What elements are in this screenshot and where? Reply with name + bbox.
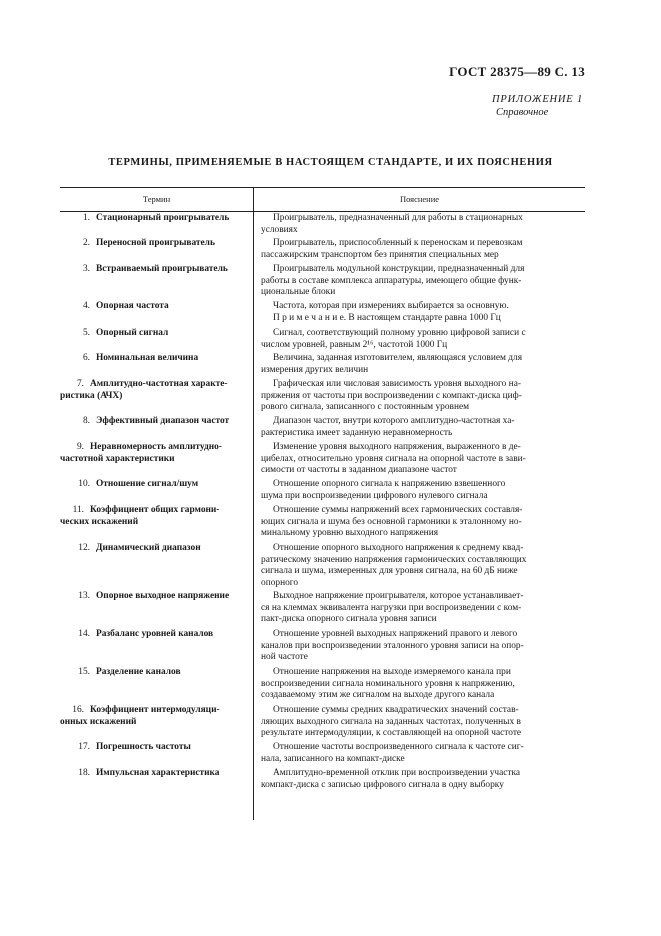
explanation-line: пакт-диска опорного сигнала уровня записи bbox=[261, 614, 437, 625]
explanation-line: Амплитудно-временной отклик при воспроизведении участка bbox=[273, 768, 521, 778]
explanation-line: каналов при воспроизведении эталонного уровня записи на опор- bbox=[261, 640, 524, 651]
page-title: ТЕРМИНЫ, ПРИМЕНЯЕМЫЕ В НАСТОЯЩЕМ СТАНДАРТЕ, И ИХ ПОЯСНЕНИЯ bbox=[108, 157, 553, 168]
explanation-line: Отношение опорного сигнала к напряжению взвешенного bbox=[273, 479, 506, 489]
term-text: Коэффициент общих гармони- bbox=[90, 505, 220, 515]
term-number: 17. bbox=[78, 742, 90, 752]
explanation-cell bbox=[253, 768, 585, 791]
table-row bbox=[60, 742, 585, 765]
term-text: Встраиваемый проигрыватель bbox=[96, 264, 228, 274]
explanation-cell bbox=[253, 591, 585, 626]
term-continuation-line: ристика (АЧХ) bbox=[60, 390, 123, 401]
explanation-line: опорного bbox=[261, 577, 299, 588]
terms-table bbox=[60, 187, 585, 820]
term-cell bbox=[60, 591, 253, 626]
table-row bbox=[60, 301, 585, 324]
explanation-line: ся на клеммах эквивалента нагрузки при воспроизведении с ком- bbox=[261, 602, 522, 613]
explanation-line: Отношение опорного выходного напряжения к среднему квад- bbox=[273, 543, 524, 553]
explanation-line: Изменение уровня выходного напряжения, выраженного в де- bbox=[273, 442, 521, 452]
term-first-line bbox=[60, 742, 243, 754]
term-number: 9. bbox=[76, 442, 84, 452]
term-first-line bbox=[60, 705, 243, 717]
explanation-line: Отношение уровней выходных напряжений правого и левого bbox=[273, 629, 518, 639]
term-cell bbox=[60, 301, 253, 324]
explanation-line: Частота, которая при измерениях выбирается за основную. bbox=[273, 301, 509, 311]
explanation-line: сигнала и шума, измеренных для уровня сигнала, на 60 дБ ниже bbox=[261, 566, 518, 577]
term-cell bbox=[60, 742, 253, 765]
table-row bbox=[60, 705, 585, 740]
term-text: Опорное выходное напряжение bbox=[96, 591, 230, 601]
term-continuation-line: частотной характеристики bbox=[60, 453, 175, 464]
term-cell bbox=[60, 264, 253, 299]
explanation-line: Проигрыватель модульной конструкции, предназначенный для bbox=[273, 264, 525, 274]
explanation-line: пассажирским транспортом без принятия специальных мер bbox=[261, 249, 499, 260]
term-first-line bbox=[60, 768, 243, 780]
appendix-type: Справочное bbox=[496, 107, 549, 118]
term-text: Импульсная характеристика bbox=[96, 768, 220, 778]
table-row bbox=[60, 213, 585, 236]
table-row bbox=[60, 629, 585, 664]
term-number: 12. bbox=[78, 543, 90, 553]
explanation-line: Диапазон частот, внутри которого амплитудно-частотная ха- bbox=[273, 416, 515, 426]
explanation-line: Отношение напряжения на выходе измеряемого канала при bbox=[273, 667, 511, 677]
explanation-line: минальному уровню выходного напряжения bbox=[261, 528, 439, 539]
term-first-line bbox=[60, 543, 243, 555]
table-row bbox=[60, 379, 585, 414]
term-number: 11. bbox=[72, 505, 84, 515]
term-cell bbox=[60, 667, 253, 702]
term-cell bbox=[60, 543, 253, 589]
explanation-cell bbox=[253, 379, 585, 414]
explanation-line: шума при воспроизведении цифрового нулевого сигнала bbox=[261, 490, 488, 501]
term-cell bbox=[60, 238, 253, 261]
term-cell bbox=[60, 479, 253, 502]
explanation-cell bbox=[253, 328, 585, 351]
explanation-line: Проигрыватель, предназначенный для работы в стационарных bbox=[273, 213, 523, 223]
table-row bbox=[60, 238, 585, 261]
term-text: Динамический диапазон bbox=[96, 543, 201, 553]
term-number: 10. bbox=[78, 479, 90, 489]
term-first-line bbox=[60, 416, 243, 428]
term-first-line bbox=[60, 379, 243, 391]
explanation-cell bbox=[253, 629, 585, 664]
explanation-line: Отношение суммы напряжений всех гармонических составля- bbox=[273, 505, 523, 515]
explanation-line: работы в составе комплекса аппаратуры, имеющего общие функ- bbox=[261, 275, 522, 286]
explanation-line: числом уровней, равным 2¹⁶, частотой 1000 Гц bbox=[261, 339, 448, 350]
term-cell bbox=[60, 768, 253, 791]
term-cell bbox=[60, 442, 253, 477]
term-number: 16. bbox=[72, 705, 84, 715]
term-number: 6. bbox=[82, 353, 90, 363]
explanation-line: воспроизведении сигнала номинального уровня к напряжению, bbox=[261, 678, 515, 689]
term-number: 14. bbox=[78, 629, 90, 639]
explanation-line: результате интермодуляции, к составляющей на опорной частоте bbox=[261, 728, 522, 739]
term-cell bbox=[60, 416, 253, 439]
explanation-line: рактеристика имеет заданную неравномерность bbox=[261, 427, 453, 438]
explanation-cell bbox=[253, 416, 585, 439]
term-number: 18. bbox=[78, 768, 90, 778]
explanation-line: компакт-диска с записью цифрового сигнала в одну выборку bbox=[261, 779, 504, 790]
explanation-line: условиях bbox=[261, 224, 298, 235]
term-first-line bbox=[60, 264, 243, 276]
explanation-line: рового сигнала, записанного с постоянным уровнем bbox=[261, 402, 470, 413]
explanation-cell bbox=[253, 479, 585, 502]
term-text: Разбаланс уровней каналов bbox=[96, 629, 214, 639]
term-number: 4. bbox=[82, 301, 90, 311]
explanation-line: Графическая или числовая зависимость уровня выходного на- bbox=[273, 379, 521, 389]
explanation-line: Величина, заданная изготовителем, являющаяся условием для bbox=[273, 353, 523, 363]
term-first-line bbox=[60, 667, 243, 679]
term-cell bbox=[60, 629, 253, 664]
term-first-line bbox=[60, 591, 243, 603]
table-row bbox=[60, 442, 585, 477]
table-row bbox=[60, 479, 585, 502]
term-first-line bbox=[60, 238, 243, 250]
explanation-cell bbox=[253, 213, 585, 236]
appendix-label: ПРИЛОЖЕНИЕ 1 bbox=[492, 94, 583, 105]
table-header bbox=[60, 187, 585, 212]
term-text: Эффективный диапазон частот bbox=[96, 416, 230, 426]
explanation-line: создаваемому этим же сигналом на выходе другого канала bbox=[261, 690, 495, 701]
term-number: 5. bbox=[82, 328, 90, 338]
term-first-line bbox=[60, 328, 243, 340]
term-text: Неравномерность амплитудно- bbox=[90, 442, 222, 452]
term-cell bbox=[60, 213, 253, 236]
table-row bbox=[60, 505, 585, 540]
term-text: Погрешность частоты bbox=[96, 742, 191, 752]
explanation-line: П р и м е ч а н и е. В настоящем стандарте равна 1000 Гц bbox=[273, 312, 501, 323]
term-continuation-line: ческих искажений bbox=[60, 516, 139, 527]
explanation-cell bbox=[253, 667, 585, 702]
term-first-line bbox=[60, 353, 243, 365]
term-number: 7. bbox=[76, 379, 84, 389]
explanation-line: ляющих выходного сигнала на заданных частотах, полученных в bbox=[261, 716, 521, 727]
term-cell bbox=[60, 705, 253, 740]
term-text: Амплитудно-частотная характе- bbox=[90, 379, 228, 389]
table-body bbox=[60, 212, 585, 820]
table-row bbox=[60, 416, 585, 439]
explanation-cell bbox=[253, 705, 585, 740]
term-number: 13. bbox=[78, 591, 90, 601]
term-text: Номинальная величина bbox=[96, 353, 199, 363]
explanation-cell bbox=[253, 238, 585, 261]
table-row bbox=[60, 768, 585, 791]
term-continuation-line: онных искажений bbox=[60, 716, 137, 727]
term-text: Стационарный проигрыватель bbox=[96, 213, 230, 223]
explanation-line: Отношение частоты воспроизведенного сигнала к частоте сиг- bbox=[273, 742, 524, 752]
explanation-line: ющих сигнала и шума без основной гармоники к эталонному но- bbox=[261, 516, 522, 527]
term-number: 15. bbox=[78, 667, 90, 677]
explanation-line: пряжения от частоты при воспроизведении с компакт-диска циф- bbox=[261, 390, 522, 401]
term-text: Коэффициент интермодуляци- bbox=[90, 705, 220, 715]
table-row bbox=[60, 543, 585, 589]
term-text: Опорная частота bbox=[96, 301, 169, 311]
explanation-cell bbox=[253, 264, 585, 299]
term-first-line bbox=[60, 301, 243, 313]
explanation-cell bbox=[253, 543, 585, 589]
column-header-explanation: Пояснение bbox=[399, 194, 440, 204]
explanation-line: нала, записанного на компакт-диске bbox=[261, 753, 405, 764]
term-cell bbox=[60, 328, 253, 351]
explanation-line: ной частоте bbox=[261, 652, 308, 663]
explanation-line: циональные блоки bbox=[261, 287, 336, 298]
term-text: Опорный сигнал bbox=[96, 328, 169, 338]
table-row bbox=[60, 264, 585, 299]
term-text: Переносной проигрыватель bbox=[96, 238, 215, 248]
term-first-line bbox=[60, 629, 243, 641]
explanation-line: Выходное напряжение проигрывателя, которое устанавливает- bbox=[273, 591, 524, 601]
explanation-line: ратическому значению напряжения гармонических составляющих bbox=[261, 554, 527, 565]
term-number: 8. bbox=[82, 416, 90, 426]
document-header-code: ГОСТ 28375—89 С. 13 bbox=[449, 64, 585, 79]
explanation-line: Отношение суммы средних квадратических значений состав- bbox=[273, 705, 519, 715]
table-row bbox=[60, 328, 585, 351]
term-first-line bbox=[60, 479, 243, 491]
table-row bbox=[60, 591, 585, 626]
term-cell bbox=[60, 353, 253, 376]
explanation-cell bbox=[253, 442, 585, 477]
table-row bbox=[60, 353, 585, 376]
term-cell bbox=[60, 379, 253, 414]
term-number: 3. bbox=[82, 264, 90, 274]
explanation-line: Сигнал, соответствующий полному уровню цифровой записи с bbox=[273, 328, 526, 338]
explanation-line: измерения других величин bbox=[261, 364, 369, 375]
term-first-line bbox=[60, 442, 243, 454]
explanation-line: симости от частоты в заданном диапазоне частот bbox=[261, 465, 457, 476]
explanation-cell bbox=[253, 301, 585, 324]
term-first-line bbox=[60, 505, 243, 517]
table-row bbox=[60, 667, 585, 702]
term-first-line bbox=[60, 213, 243, 225]
explanation-line: цибелах, относительно уровня сигнала на опорной частоте в зави- bbox=[261, 453, 526, 464]
explanation-line: Проигрыватель, приспособленный к переноскам и перевозкам bbox=[273, 238, 523, 248]
explanation-cell bbox=[253, 505, 585, 540]
term-cell bbox=[60, 505, 253, 540]
explanation-cell bbox=[253, 742, 585, 765]
term-number: 1. bbox=[82, 213, 90, 223]
term-number: 2. bbox=[82, 238, 90, 248]
term-text: Отношение сигнал/шум bbox=[96, 479, 199, 489]
column-header-term: Термин bbox=[60, 188, 254, 211]
explanation-cell bbox=[253, 353, 585, 376]
term-text: Разделение каналов bbox=[96, 667, 181, 677]
